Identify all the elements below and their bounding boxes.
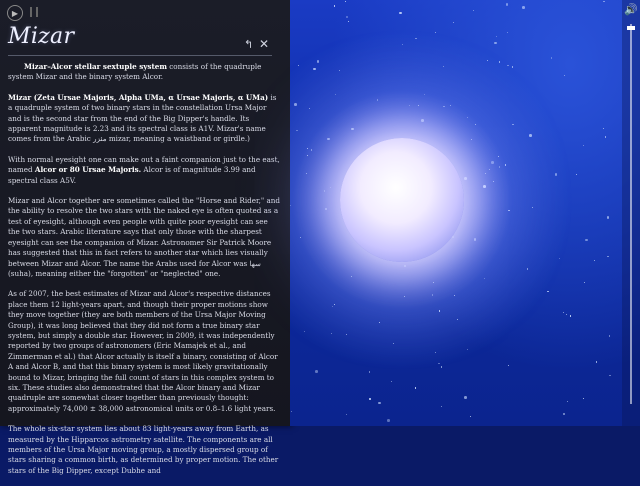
background-star [290,205,291,206]
background-star [555,173,558,176]
background-star [369,398,370,399]
background-star [471,139,472,140]
background-star [435,32,436,33]
background-star [494,42,497,45]
background-star [424,94,425,95]
bold-lead: Mizar (Zeta Ursae Majoris, Alpha UMa, α Ursae Majoris, α UMa) [8,92,269,102]
background-star [331,333,332,334]
background-star [351,276,352,277]
background-star [432,294,433,295]
background-star [443,106,444,107]
paragraph [8,424,280,476]
background-star [307,148,308,149]
background-star [438,363,439,364]
background-star [583,398,584,399]
title-divider [8,55,272,56]
background-star [576,174,577,175]
background-star [563,413,564,414]
background-star [346,16,349,19]
background-star [345,1,346,2]
bold-lead: Mizar–Alcor stellar sextuple system [24,62,167,71]
background-star [291,411,292,412]
background-star [346,414,347,415]
background-star [415,38,416,39]
background-star [298,65,299,66]
background-star [470,416,471,417]
background-star [551,57,552,58]
background-star [387,419,390,422]
background-star [607,216,610,219]
background-star [330,187,331,188]
paragraph-text: The whole six-star system lies about 83 light-years away from Earth, as measured by the Hipparcos astrometry satellite. The components are all members of the Ursa Major moving group, a mostly dispersed group of stars sharing a common birth, as determined by proper motion. The other stars of the Big Dipper, except Dubhe and [8,424,279,475]
background-star [583,145,584,146]
background-star [605,136,606,137]
background-star [409,105,410,106]
paragraph [8,155,280,186]
background-star [439,310,440,311]
background-star [443,66,444,67]
star-mizar[interactable] [340,138,464,262]
paragraph-text: Alcor is of magnitude 3.99 and spectral class A5V. [8,165,256,185]
background-star [496,36,497,37]
article-content [8,62,280,486]
background-star [351,128,354,131]
background-star [512,124,513,125]
background-star [532,207,533,208]
background-star [450,105,451,106]
background-star [603,1,604,2]
background-star [304,331,305,332]
info-panel [0,0,291,475]
background-star [369,371,370,372]
background-star [324,190,325,191]
background-star [547,291,548,292]
paragraph-text: is a quadruple system of two binary stars in the constellation Ursa Major and is the second star from the end of the Big Dipper's handle. Its apparent magnitude is 2.23 and its spectral class is A1V. Mizar's name comes from the Arabic مئزر mizar, meaning a waistband or girdle.) [8,92,277,144]
background-star [306,173,307,174]
back-icon[interactable]: ↰ [244,38,254,51]
background-star [474,238,477,241]
background-star [563,312,564,313]
background-star [441,406,442,407]
background-star [485,173,486,174]
background-star [507,32,508,33]
background-star [404,296,405,297]
background-star [377,99,378,100]
background-star [296,130,297,131]
background-star [570,315,571,316]
background-star [435,352,436,353]
background-star [393,343,394,344]
background-star [529,134,532,137]
volume-rail [622,0,640,426]
background-star [325,208,326,209]
bold-mid: Alcor or 80 Ursae Majoris. [34,165,142,175]
paragraph [8,196,280,279]
background-star [379,322,380,323]
paragraph-text: consists of the quadruple system Mizar and the binary system Alcor. [8,62,262,82]
background-star [585,239,588,242]
background-star [483,185,486,188]
background-star [609,335,610,336]
background-star [499,61,500,62]
background-star [527,268,528,269]
background-star [489,169,490,170]
background-star [508,210,509,211]
background-star [596,361,597,362]
paragraph-text: Mizar and Alcor together are sometimes called the "Horse and Rider," and the ability to resolve the two stars with the naked eye is often quoted as a test of eyesight, although even people with quite poor eyesight can see the two stars. Arabic literature says that only those with the sharpest eyesight can see the companion of Mizar. Astronomer Sir Patrick Moore has suggested that this in fact refers to another star which lies visually between Mizar and Alcor. The name the Arabs used for Alcor was سها (suha), meaning either the "forgotten" or "neglected" one. [8,196,281,278]
background-star [464,177,467,180]
background-star [418,105,419,106]
background-star [559,258,560,259]
background-star [473,10,474,11]
paragraph-text: As of 2007, the best estimates of Mizar and Alcor's respective distances place them 12 light-years apart, and though their proper motions show they move together (they are both members of the Ursa Major Moving Group), it was long believed that they did not form a true binary star system, but simply a double star. However, in 2009, it was independently reported by two groups of astronomers (Eric Mamajek et al., and Zimmerman et al.) that Alcor actually is itself a binary, consisting of Alcor A and Alcor B, and that this binary system is most likely gravitationally bound to Mizar, bringing the full count of stars in this complex system to six. These studies also demonstrated that the Alcor binary and Mizar quadruple are somewhat closer together than previously thought: approximately 74,000 ± 38,000 astronomical units or 0.8–1.6 light years. [8,289,278,413]
paragraph-text: With normal eyesight one can make out a faint companion just to the east, named [8,154,280,175]
volume-icon[interactable]: 🔊 [624,3,638,16]
background-star [512,66,513,67]
background-star [335,94,336,95]
background-star [505,164,506,165]
background-star [506,3,509,6]
background-star [507,65,508,66]
background-star [493,181,494,182]
background-star [464,396,467,399]
volume-slider-thumb[interactable] [627,26,635,30]
background-star [475,124,476,125]
background-star [594,260,595,261]
background-star [441,366,442,367]
background-star [378,402,381,405]
background-star [567,401,568,402]
background-star [491,161,494,164]
background-star [313,68,316,71]
background-star [566,314,567,315]
background-star [522,6,525,9]
pause-icon[interactable] [30,7,38,17]
background-star [309,108,310,109]
background-star [307,155,308,156]
background-star [467,117,468,118]
background-star [609,375,610,376]
background-star [607,256,608,257]
page-title: Mizar [8,24,75,49]
background-star [498,156,499,157]
background-star [334,304,335,305]
paragraph [8,289,280,414]
background-star [564,75,565,76]
background-star [334,5,335,6]
background-star [402,44,403,45]
background-star [404,265,407,268]
background-star [487,60,488,61]
star-viewport[interactable] [290,0,640,426]
volume-slider[interactable] [630,24,632,404]
background-star [315,370,318,373]
background-star [311,149,312,150]
background-star [603,128,604,129]
paragraph [8,93,280,145]
background-star [300,237,301,238]
play-icon[interactable]: ▶ [7,5,23,21]
close-icon[interactable]: ✕ [259,37,270,51]
background-star [348,21,349,22]
background-star [467,349,468,350]
background-star [399,12,402,15]
background-star [457,319,458,320]
background-star [346,334,347,335]
background-star [584,282,585,283]
paragraph [8,62,280,83]
background-star [415,387,416,388]
background-star [332,306,333,307]
background-star [294,103,297,106]
background-star [327,138,330,141]
background-star [317,60,320,63]
background-star [339,70,340,71]
background-star [391,381,392,382]
background-star [508,365,509,366]
background-star [421,119,424,122]
background-star [433,282,434,283]
background-star [484,278,485,279]
background-star [454,295,455,296]
background-star [499,166,500,167]
background-star [453,22,454,23]
